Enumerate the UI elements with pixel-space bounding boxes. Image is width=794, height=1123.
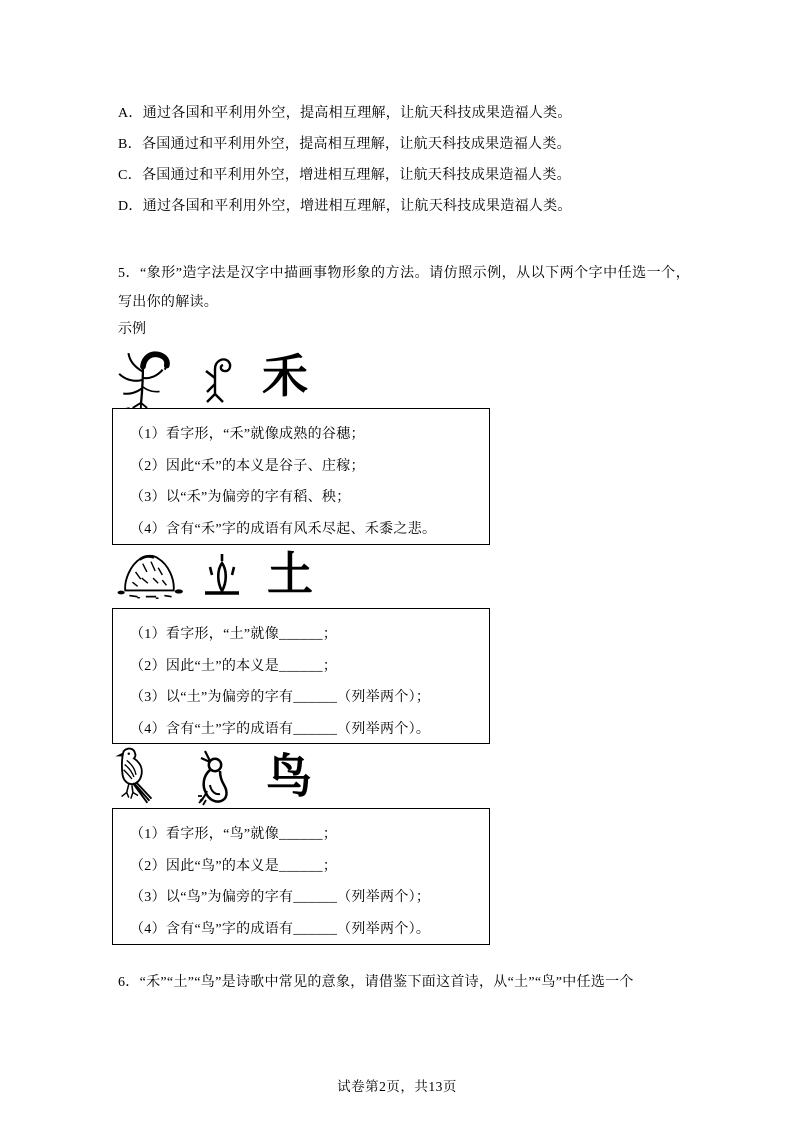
choice-options — [118, 98, 718, 222]
tu-line-1: （1）看字形，“土”就像______； — [130, 627, 338, 642]
niao-line-1: （1）看字形，“鸟”就像______； — [130, 827, 338, 842]
modern-character-niao: 鸟 — [266, 751, 312, 802]
page-footer: 试卷第2页，共13页 — [337, 1079, 457, 1094]
tu-line-3: （3）以“土”为偏旁的字有______（列举两个）； — [130, 690, 431, 705]
he-line-1: （1）看字形，“禾”就像成熟的谷穗； — [130, 427, 365, 442]
modern-character-tu: 土 — [267, 549, 313, 600]
oracle-tu-icon — [202, 551, 242, 601]
explanation-box-niao — [112, 808, 490, 945]
option-c: C．各国通过和平利用外空，增进相互理解，让航天科技成果造福人类。 — [118, 168, 571, 183]
explanation-box-tu — [112, 608, 490, 744]
option-d: D．通过各国和平利用外空，增进相互理解，让航天科技成果造福人类。 — [118, 199, 572, 214]
he-line-4: （4）含有“禾”字的成语有风禾尽起、禾黍之悲。 — [130, 521, 437, 537]
option-b: B．各国通过和平利用外空，提高相互理解，让航天科技成果造福人类。 — [118, 137, 571, 152]
he-line-2: （2）因此“禾”的本义是谷子、庄稼； — [130, 458, 365, 474]
oracle-niao-icon — [196, 748, 234, 808]
he-line-3: （3）以“禾”为偏旁的字有稻、秧； — [130, 490, 351, 505]
niao-line-4: （4）含有“鸟”字的成语有______（列举两个）。 — [130, 921, 431, 937]
option-a: A．通过各国和平利用外空，提高相互理解，让航天科技成果造福人类。 — [118, 106, 572, 121]
bird-drawing-icon — [113, 746, 159, 810]
earth-mound-drawing-icon — [117, 551, 185, 599]
oracle-he-icon — [197, 356, 237, 404]
grain-plant-drawing-icon — [115, 349, 173, 409]
niao-line-2: （2）因此“鸟”的本义是______； — [130, 858, 338, 874]
explanation-box-he — [112, 408, 490, 545]
question-6-text: 6．“禾”“土”“鸟”是诗歌中常见的意象，请借鉴下面这首诗，从“土”“鸟”中任选一个 — [118, 975, 634, 990]
niao-line-3: （3）以“鸟”为偏旁的字有______（列举两个）； — [130, 890, 431, 905]
question-5-text: 5．“象形”造字法是汉字中描画事物形象的方法。请仿照示例，从以下两个字中任选一个，写出你的解读。 — [118, 266, 690, 310]
modern-character-he: 禾 — [262, 351, 308, 402]
tu-line-2: （2）因此“土”的本义是______； — [130, 658, 338, 674]
example-label: 示例 — [118, 322, 146, 337]
tu-line-4: （4）含有“土”字的成语有______（列举两个）。 — [130, 721, 431, 737]
